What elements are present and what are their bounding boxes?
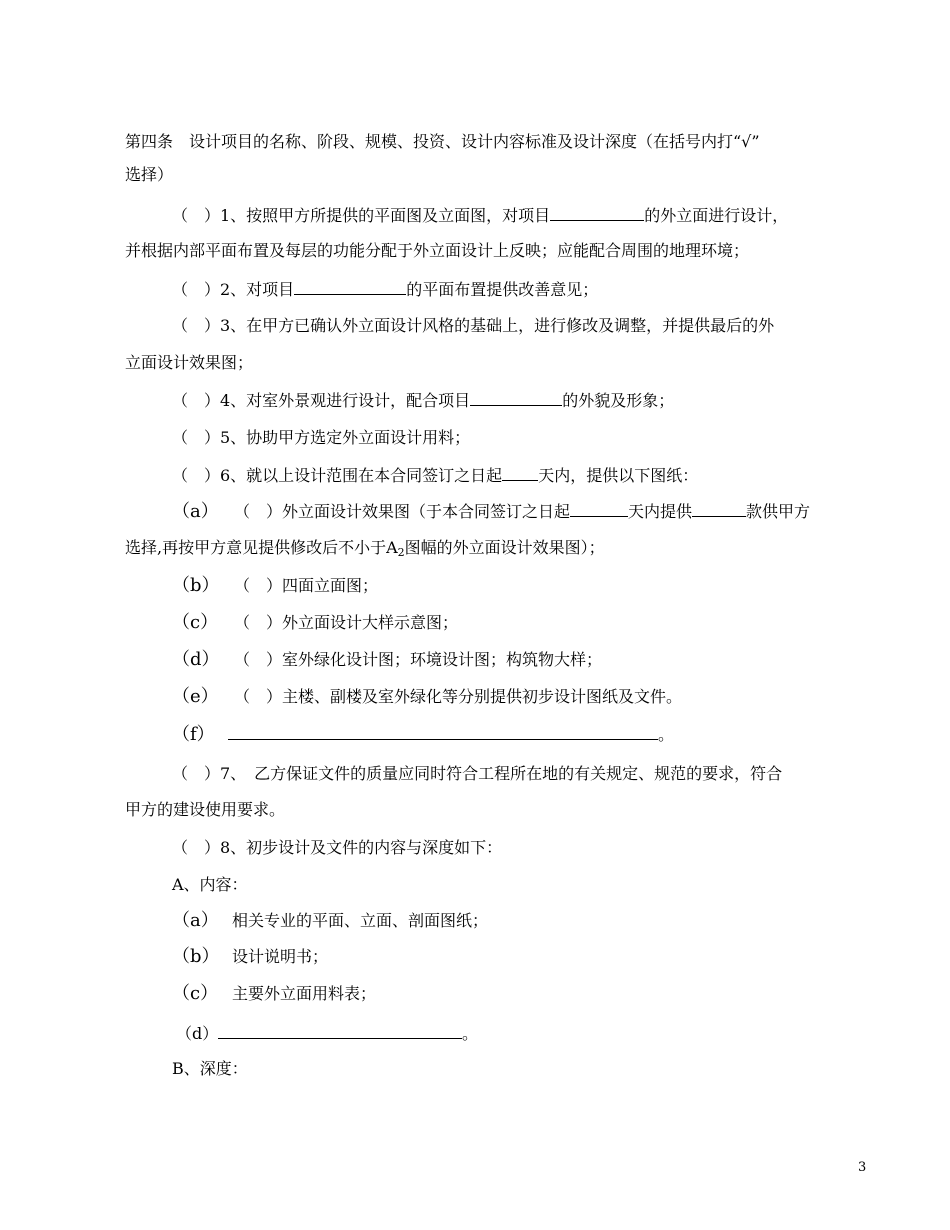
blank-field[interactable]: [570, 500, 628, 517]
sub-item-b: （b） （ ）四面立面图；: [172, 575, 379, 596]
section-a-item-d: （d） 。: [176, 1024, 479, 1043]
item-3-cont: 立面设计效果图；: [125, 353, 254, 372]
article-heading-cont: 选择）: [125, 165, 174, 184]
item-3: （ ）3、在甲方已确认外立面设计风格的基础上，进行修改及调整，并提供最后的外: [172, 316, 775, 335]
section-b-heading: B、深度：: [172, 1059, 248, 1078]
item-4: （ ）4、对室外景观进行设计，配合项目 的外貌及形象；: [172, 391, 675, 410]
page-number: 3: [858, 1160, 867, 1175]
item-6: （ ）6、就以上设计范围在本合同签订之日起 天内，提供以下图纸：: [172, 466, 699, 485]
blank-field[interactable]: [294, 278, 406, 295]
sub-item-a: （a） （ ）外立面设计效果图（于本合同签订之日起 天内提供 款供甲方: [172, 501, 811, 522]
blank-field[interactable]: [470, 389, 562, 406]
sub-item-e: （e） （ ）主楼、副楼及室外绿化等分别提供初步设计图纸及文件。: [172, 686, 683, 707]
section-a-item-c: （c） 主要外立面用料表；: [172, 983, 377, 1004]
item-5: （ ）5、协助甲方选定外立面设计用料；: [172, 428, 471, 447]
blank-field[interactable]: [502, 464, 538, 481]
sub-item-d: （d） （ ）室外绿化设计图；环境设计图；构筑物大样；: [172, 649, 603, 670]
article-heading: 第四条 设计项目的名称、阶段、规模、投资、设计内容标准及设计深度（在括号内打“√”: [125, 132, 760, 151]
item-7-cont: 甲方的建设使用要求。: [125, 800, 286, 819]
item-8: （ ）8、初步设计及文件的内容与深度如下：: [172, 838, 503, 857]
sub-item-c: （c） （ ）外立面设计大样示意图；: [172, 612, 459, 633]
sub-item-a-cont: 选择,再按甲方意见提供修改后不小于$A_2$图幅的外立面设计效果图）；: [125, 538, 605, 559]
section-a-heading: A、内容：: [172, 875, 248, 894]
section-a-item-b: （b） 设计说明书；: [172, 946, 329, 967]
item-1: （ ）1、按照甲方所提供的平面图及立面图，对项目 的外立面进行设计，: [172, 206, 789, 225]
blank-field[interactable]: [692, 500, 746, 517]
blank-field[interactable]: [218, 1022, 462, 1039]
item-1-cont: 并根据内部平面布置及每层的功能分配于外立面设计上反映；应能配合周围的地理环境；: [125, 241, 750, 260]
item-2: （ ）2、对项目 的平面布置提供改善意见；: [172, 280, 599, 299]
blank-field[interactable]: [228, 723, 658, 740]
section-a-item-a: （a） 相关专业的平面、立面、剖面图纸；: [172, 910, 489, 931]
sub-item-f: （f） 。: [172, 724, 675, 745]
blank-field[interactable]: [550, 204, 644, 221]
item-7: （ ）7、 乙方保证文件的质量应同时符合工程所在地的有关规定、规范的要求，符合: [172, 764, 783, 783]
